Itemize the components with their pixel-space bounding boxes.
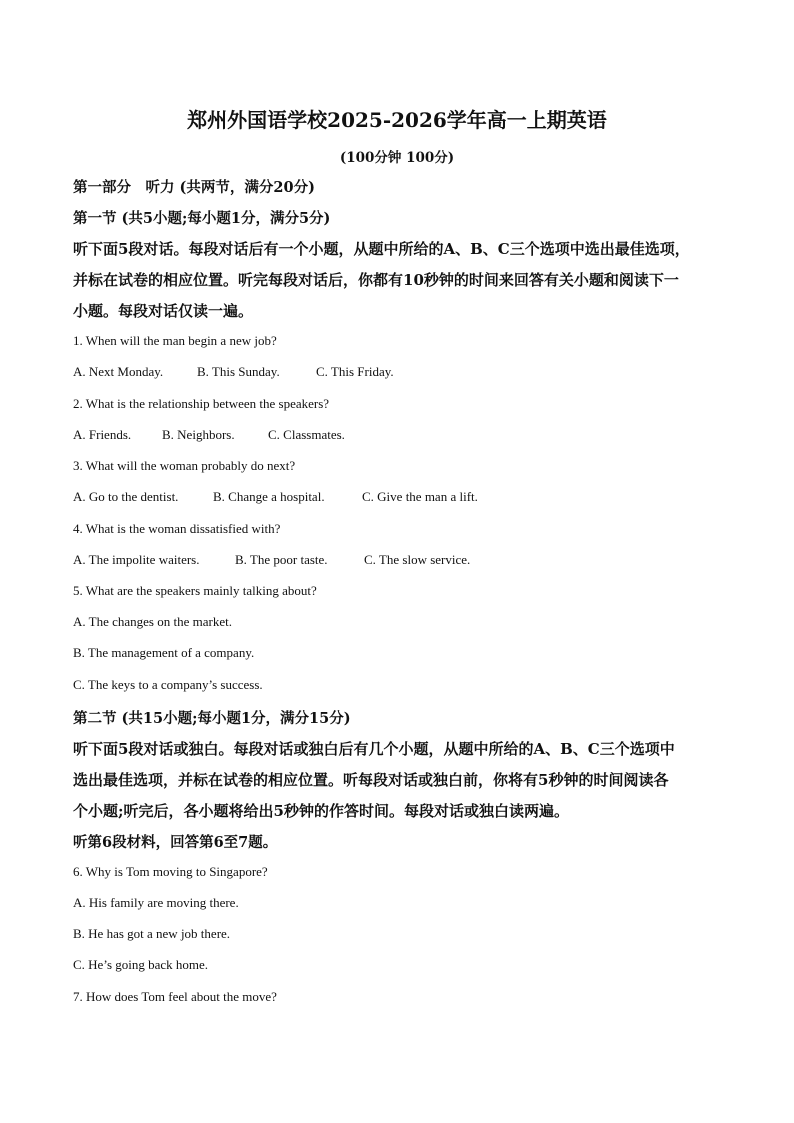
page-subtitle: (100分钟 100分) <box>339 150 455 166</box>
option-a: A. Next Monday. <box>73 364 164 379</box>
question-3-options <box>73 489 478 505</box>
option-a: A. Go to the dentist. <box>73 489 179 504</box>
question-6-option-c: C. He’s going back home. <box>73 957 209 972</box>
section1-heading: 第一节 (共5小题;每小题1分，满分5分) <box>73 210 331 227</box>
option-c: C. The slow service. <box>364 552 471 567</box>
section2-instruction-line-1: 听下面5段对话或独白。每段对话或独白后有几个小题，从题中所给的A、B、C三个选项中 <box>73 740 675 758</box>
question-6-stem: 6. Why is Tom moving to Singapore? <box>73 864 268 879</box>
option-b: B. This Sunday. <box>197 364 280 379</box>
question-1-options <box>73 364 394 380</box>
option-b: B. The poor taste. <box>235 552 328 567</box>
question-3-stem: 3. What will the woman probably do next? <box>73 458 296 473</box>
option-b: B. Change a hospital. <box>213 489 325 504</box>
material-6-heading: 听第6段材料，回答第6至7题。 <box>73 834 278 851</box>
question-4-stem: 4. What is the woman dissatisfied with? <box>73 521 281 536</box>
page-title: 郑州外国语学校2025-2026学年高一上期英语 <box>187 108 607 132</box>
option-c: C. Classmates. <box>268 427 345 442</box>
section2-instruction-line-3: 个小题;听完后，各小题将给出5秒钟的作答时间。每段对话或独白读两遍。 <box>73 802 569 820</box>
option-a: A. Friends. <box>73 427 132 442</box>
part1-heading: 第一部分 听力 (共两节，满分20分) <box>73 179 315 196</box>
question-6-option-b: B. He has got a new job there. <box>73 926 231 941</box>
question-4-options <box>73 552 470 568</box>
option-a: A. The impolite waiters. <box>73 552 200 567</box>
question-1-stem: 1. When will the man begin a new job? <box>73 333 277 348</box>
section1-instruction-line-3: 小题。每段对话仅读一遍。 <box>73 302 254 320</box>
section2-instruction-line-2: 选出最佳选项，并标在试卷的相应位置。听每段对话或独白前，你将有5秒钟的时间阅读各 <box>73 771 669 789</box>
section1-instruction-line-1: 听下面5段对话。每段对话后有一个小题，从题中所给的A、B、C三个选项中选出最佳选项， <box>73 240 690 258</box>
question-6-option-a: A. His family are moving there. <box>73 895 239 910</box>
question-2-stem: 2. What is the relationship between the speakers? <box>73 396 330 411</box>
question-7-stem: 7. How does Tom feel about the move? <box>73 989 277 1004</box>
option-c: C. Give the man a lift. <box>362 489 478 504</box>
question-5-option-c: C. The keys to a company’s success. <box>73 677 263 692</box>
option-b: B. Neighbors. <box>162 427 235 442</box>
question-5-option-a: A. The changes on the market. <box>73 614 232 629</box>
section1-instruction-line-2: 并标在试卷的相应位置。听完每段对话后，你都有10秒钟的时间来回答有关小题和阅读下一 <box>73 271 679 289</box>
section2-heading: 第二节 (共15小题;每小题1分，满分15分) <box>73 710 351 727</box>
question-5-option-b: B. The management of a company. <box>73 645 255 660</box>
question-5-stem: 5. What are the speakers mainly talking about? <box>73 583 317 598</box>
question-2-options <box>73 427 345 443</box>
option-c: C. This Friday. <box>316 364 394 379</box>
